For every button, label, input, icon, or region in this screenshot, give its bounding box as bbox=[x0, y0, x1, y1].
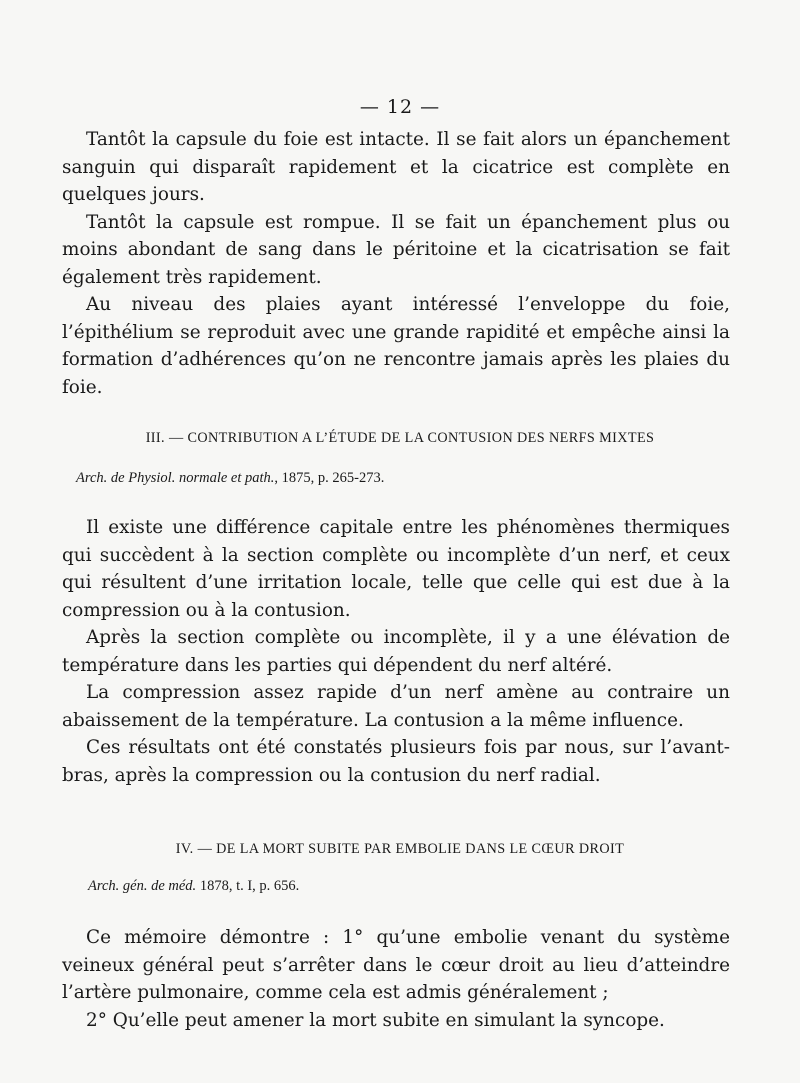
paragraph: La compression assez rapide d’un nerf amène au contraire un abaissement de la température. La contusion a la même influence. bbox=[62, 682, 730, 731]
section-3-text bbox=[62, 514, 730, 789]
paragraph: Ces résultats ont été constatés plusieurs fois par nous, sur l’avant-bras, après la compression ou la contusion du nerf radial. bbox=[62, 737, 730, 786]
reference-journal: Arch. de Physiol. normale et path. bbox=[76, 470, 275, 486]
page-number: — 12 — bbox=[359, 96, 441, 118]
section-3-reference bbox=[76, 470, 384, 487]
section-4-title: IV. — DE LA MORT SUBITE PAR EMBOLIE DANS LE CŒUR DROIT bbox=[175, 841, 625, 857]
paragraph: Il existe une différence capitale entre les phénomènes thermiques qui succèdent à la section complète ou incomplète d’un nerf, et ceux qui résultent d’une irritation locale, telle que celle qui est due à la compression ou à la contusion. bbox=[62, 517, 730, 621]
paragraph: Ce mémoire démontre : 1° qu’une embolie venant du système veineux général peut s’arrêter dans le cœur droit au lieu d’atteindre l’artère pulmonaire, comme cela est admis généralement ; bbox=[62, 927, 730, 1003]
section-4-text bbox=[62, 924, 730, 1034]
reference-details: 1878, t. I, p. 656. bbox=[196, 878, 300, 894]
reference-journal: Arch. gén. de méd. bbox=[88, 878, 197, 894]
section-4-reference bbox=[88, 878, 299, 895]
paragraph: Tantôt la capsule est rompue. Il se fait un épanchement plus ou moins abondant de sang dans le péritoine et la cicatrisation se fait également très rapidement. bbox=[62, 211, 730, 288]
paragraph: Au niveau des plaies ayant intéressé l’enveloppe du foie, l’épithélium se reproduit avec une grande rapidité et empêche ainsi la formation d’adhérences qu’on ne rencontre jamais après les plaies du foie. bbox=[62, 294, 730, 398]
intro-text bbox=[62, 126, 730, 401]
reference-details: , 1875, p. 265-273. bbox=[274, 470, 385, 486]
paragraph: Après la section complète ou incomplète, il y a une élévation de température dans les parties qui dépendent du nerf altéré. bbox=[62, 627, 730, 676]
section-3-title: III. — CONTRIBUTION A L’ÉTUDE DE LA CONTUSION DES NERFS MIXTES bbox=[145, 430, 655, 446]
paragraph: 2° Qu’elle peut amener la mort subite en simulant la syncope. bbox=[86, 1009, 665, 1031]
paragraph: Tantôt la capsule du foie est intacte. Il se fait alors un épanchement sanguin qui disparaît rapidement et la cicatrice est complète en quelques jours. bbox=[62, 129, 730, 205]
